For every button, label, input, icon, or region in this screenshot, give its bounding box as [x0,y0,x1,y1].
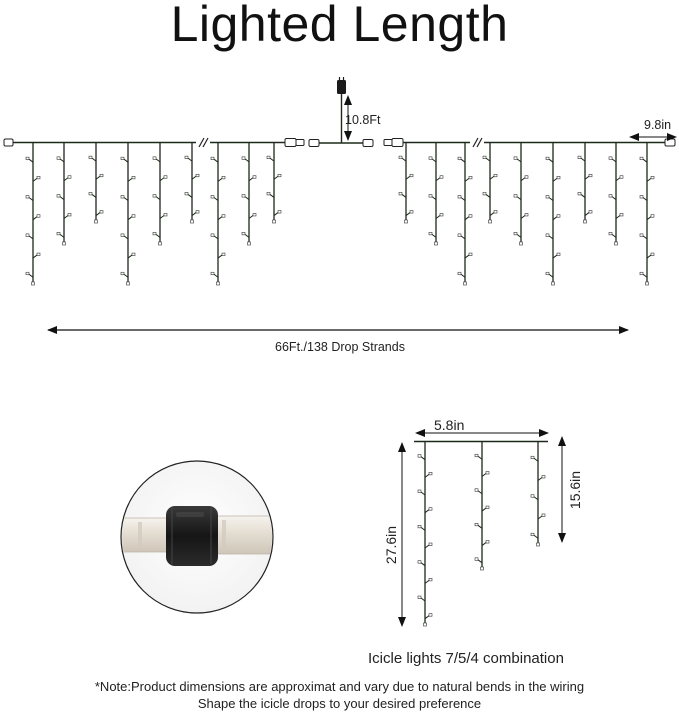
bulb-icon [440,176,443,179]
bulb-icon [57,195,60,198]
bulb-icon [531,533,534,536]
total-length-label: 66Ft./138 Drop Strands [275,340,405,354]
bulb-icon [127,282,130,285]
bulb-icon [399,192,402,195]
bulb-icon [399,156,402,159]
bulb-icon [37,253,40,256]
note [0,678,679,712]
bulb-icon [424,623,427,626]
end-spacing-label: 9.8in [644,118,672,132]
bulb-icon [37,176,40,179]
bulb-icon [164,213,167,216]
bulb-icon [222,176,225,179]
bulb-icon [68,176,71,179]
connector-female-icon [384,139,403,147]
break-mark-icon [199,138,208,147]
bulb-icon [267,156,270,159]
lead-cable [309,77,373,147]
bulb-icon [253,213,256,216]
bulb-icon [620,176,623,179]
long-drop-label: 27.6in [383,525,399,565]
connector-male-icon [309,140,319,147]
connector-female-icon [285,139,304,147]
bulb-icon [100,174,103,177]
bulb-icon [89,192,92,195]
bulb-icon [514,232,517,235]
bulb-icon [429,508,432,511]
bulb-icon [458,272,461,275]
bulb-icon [100,211,103,214]
bulb-icon [429,614,432,617]
bulb-icon [217,282,220,285]
bulb-icon [481,567,484,570]
drop-detail [402,433,562,626]
bulb-icon [609,195,612,198]
bulb-icon [429,195,432,198]
connector-male-icon [363,140,373,147]
bulb-icon [410,174,413,177]
bulb-icon [253,176,256,179]
bulb-icon [429,232,432,235]
bulb-icon [273,220,276,223]
bulb-icon [222,253,225,256]
end-plug-icon [4,139,13,146]
bulb-icon [95,220,98,223]
bulb-icon [185,192,188,195]
lead-length-label: 10.8Ft [345,113,381,127]
bulb-icon [615,242,618,245]
bulb-icon [267,192,270,195]
bulb-icon [153,232,156,235]
bulb-icon [164,176,167,179]
bulb-icon [557,253,560,256]
bulb-icon [211,157,214,160]
drop-strands [211,143,281,285]
bulb-icon [121,196,124,199]
bulb-icon [242,157,245,160]
icicle-strand-left [4,139,199,285]
bulb-icon [458,157,461,160]
drop-strands [26,143,199,285]
bulb-icon [546,196,549,199]
bulb-icon [486,472,489,475]
detail-width-label: 5.8in [434,417,465,433]
bulb-icon [469,176,472,179]
bulb-icon [557,215,560,218]
bulb-icon [26,157,29,160]
bulb-icon [418,455,421,458]
bulb-icon [418,525,421,528]
bulb-icon [578,156,581,159]
bulb-icon [458,196,461,199]
bulb-icon [132,215,135,218]
bulb-icon [578,192,581,195]
bulb-icon [494,211,497,214]
bulb-icon [26,196,29,199]
bulb-icon [557,176,560,179]
bulb-icon [68,213,71,216]
bulb-icon [609,232,612,235]
bulb-icon [475,523,478,526]
bulb-icon [520,242,523,245]
bulb-icon [620,213,623,216]
bulb-icon [584,220,587,223]
bulb-icon [57,232,60,235]
bulb-icon [514,195,517,198]
bulb-icon [153,157,156,160]
bulb-icon [646,282,649,285]
icicle-strand-right [384,139,472,286]
bulb-icon [196,174,199,177]
bulb-icon [26,272,29,275]
bulb-icon [494,174,497,177]
bulb-icon [121,234,124,237]
bulb-icon [486,541,489,544]
bulb-icon [32,282,35,285]
icicle-strand-left-end [210,139,304,286]
bulb-icon [651,215,654,218]
bulb-icon [542,475,545,478]
bulb-icon [525,213,528,216]
bulb-icon [546,234,549,237]
bulb-icon [475,558,478,561]
bulb-icon [410,211,413,214]
bulb-icon [278,174,281,177]
bulb-icon [589,174,592,177]
drop-strands [483,143,654,285]
bulb-icon [26,234,29,237]
break-mark-icon [473,138,482,147]
bulb-icon [37,215,40,218]
bulb-icon [552,282,555,285]
bulb-icon [525,176,528,179]
note-line-1: *Note:Product dimensions are approximat and vary due to natural bends in the wiring [94,679,585,694]
bulb-icon [418,596,421,599]
bulb-icon [486,506,489,509]
bulb-icon [435,242,438,245]
caption: Icicle lights 7/5/4 combination [368,650,564,667]
power-plug-icon [337,80,346,94]
bulb-icon [546,157,549,160]
bulb-icon [640,196,643,199]
bulb-icon [429,472,432,475]
bulb-icon [57,157,60,160]
page-title: Lighted Length [170,0,509,52]
bulb-icon [542,514,545,517]
bulb-icon [440,213,443,216]
bulb-icon [489,220,492,223]
bulb-icon [546,272,549,275]
bulb-icon [531,495,534,498]
bulb-icon [609,157,612,160]
bulb-icon [475,489,478,492]
bulb-icon [196,211,199,214]
bulb-icon [211,272,214,275]
bulb-icon [159,242,162,245]
bulb-icon [475,454,478,457]
end-plug-icon [665,139,675,146]
bulb-icon [651,253,654,256]
bulb-icon [537,543,540,546]
bulb-icon [63,242,66,245]
bulb-icon [458,234,461,237]
bulb-icon [191,220,194,223]
bulb-icon [469,253,472,256]
drop-strands [418,442,545,626]
bulb-icon [222,215,225,218]
bulb-icon [429,543,432,546]
bulb-icon [418,561,421,564]
bulb-icon [429,578,432,581]
bulb-icon [469,215,472,218]
connector-closeup [118,461,274,613]
short-drop-label: 15.6in [567,470,583,510]
bulb-icon [242,232,245,235]
icicle-strand-right-end [483,137,676,285]
bulb-icon [531,456,534,459]
bulb-icon [248,242,251,245]
bulb-icon [429,157,432,160]
bulb-icon [640,234,643,237]
bulb-icon [185,156,188,159]
bulb-icon [211,234,214,237]
bulb-icon [242,195,245,198]
bulb-icon [640,157,643,160]
bulb-icon [483,156,486,159]
bulb-icon [89,156,92,159]
bulb-icon [211,196,214,199]
bulb-icon [651,176,654,179]
bulb-icon [405,220,408,223]
bulb-icon [418,490,421,493]
bulb-icon [483,192,486,195]
bulb-icon [132,176,135,179]
drop-strands [399,143,472,285]
bulb-icon [121,157,124,160]
cable-sleeve-icon [212,516,274,554]
bulb-icon [278,211,281,214]
bulb-icon [153,195,156,198]
bulb-icon [132,253,135,256]
bulb-icon [464,282,467,285]
bulb-icon [514,157,517,160]
bulb-icon [589,211,592,214]
bulb-icon [121,272,124,275]
note-line-2: Shape the icicle drops to your desired preference [197,696,482,711]
bulb-icon [640,272,643,275]
